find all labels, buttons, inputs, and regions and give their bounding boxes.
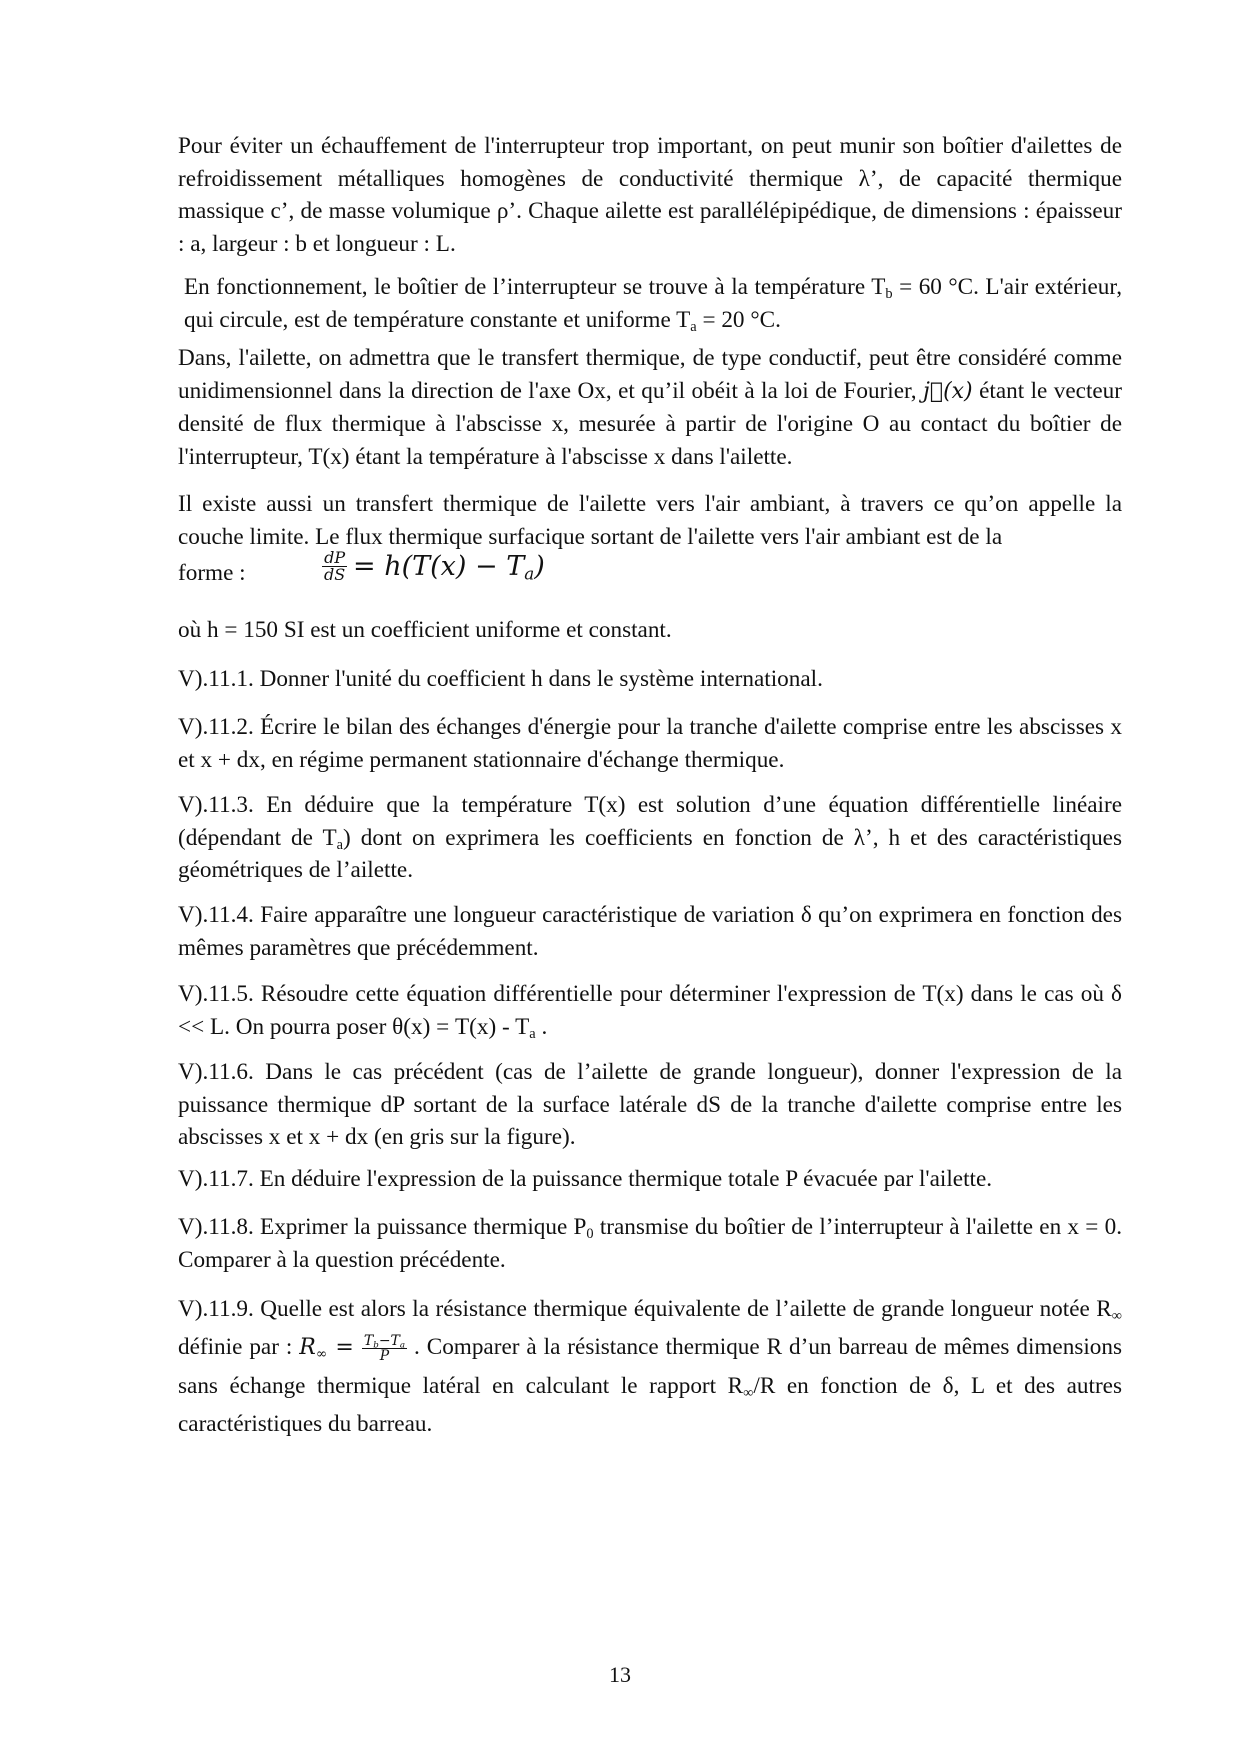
paragraph-boundary-layer: Il existe aussi un transfert thermique de l'ailette vers l'air ambiant, à travers ce qu’on appelle la couche limite. Le flux thermique surfacique sortant de l'ailette vers l'air ambiant est de la [178, 491, 1122, 550]
question-11-4: V).11.4. Faire apparaître une longueur caractéristique de variation δ qu’on exprimera en fonction des mêmes paramètres que précédemment. [178, 902, 1122, 961]
paragraph-coefficient: où h = 150 SI est un coefficient uniforme et constant. [178, 617, 672, 643]
page-number: 13 [609, 1662, 631, 1687]
question-11-9: V).11.9. Quelle est alors la résistance thermique équivalente de l’ailette de grande longueur notée $R_\infty$ définie par : $R_\infty$ = $\frac{T_b-T_a}{P}$ . Comparer à la résistance thermique R d’un barreau de mêmes dimensions sans échange thermique latéral en calculant le rapport $R_\infty/R$ en fonction de δ, L et des autres caractéristiques du barreau. [178, 1296, 1122, 1437]
question-11-2: V).11.2. Écrire le bilan des échanges d'énergie pour la tranche d'ailette comprise entre les abscisses x et x + dx, en régime permanent stationnaire d'échange thermique. [178, 714, 1122, 773]
question-11-8: V).11.8. Exprimer la puissance thermique $P_0$ transmise du boîtier de l’interrupteur à l'ailette en x = 0. Comparer à la question précédente. [178, 1214, 1122, 1273]
dp-ds-fraction: $\frac{dP}{dS}$ [324, 548, 346, 584]
paragraph-intro: Pour éviter un échauffement de l'interrupteur trop important, on peut munir son boîtier d'ailettes de refroidissement métalliques homogènes de conductivité thermique λ’, de capacité thermique massique c’, de masse volumique ρ’. Chaque ailette est parallélépipédique, de dimensions : épaisseur : a, largeur : b et longueur : L. [178, 133, 1122, 257]
forme-label: forme : [178, 560, 246, 586]
paragraph-fourier: Dans, l'ailette, on admettra que le transfert thermique, de type conductif, peut être considéré comme unidimensionnel dans la direction de l'axe Ox, et qu’il obéit à la loi de Fourier, j⃗(x) étant le vecteur densité de flux thermique à l'abscisse x, mesurée à partir de l'origine O au contact du boîtier de l'interrupteur, T(x) étant la température à l'abscisse x dans l'ailette. [178, 345, 1122, 470]
resistance-fraction: $\frac{T_b-T_a}{P}$ [363, 1333, 406, 1365]
question-11-7: V).11.7. En déduire l'expression de la puissance thermique totale P évacuée par l'ailette. [178, 1166, 993, 1192]
flux-rhs: = $h(T(x) - T_a)$ [353, 551, 545, 584]
flux-equation [178, 550, 1122, 598]
question-11-1: V).11.1. Donner l'unité du coefficient h dans le système international. [178, 666, 823, 692]
question-11-6: V).11.6. Dans le cas précédent (cas de l’ailette de grande longueur), donner l'expression de la puissance thermique dP sortant de la surface latérale dS de la tranche d'ailette comprise entre les abscisses x et x + dx (en gris sur la figure). [178, 1059, 1122, 1150]
flux-density-vector: j⃗(x) [923, 378, 973, 404]
question-11-3: V).11.3. En déduire que la température T(x) est solution d’une équation différentielle linéaire (dépendant de $T_a$) dont on exprimera les coefficients en fonction de λ’, h et des caractéristiques géométriques de l’ailette. [178, 792, 1122, 883]
paragraph-operating-conditions: En fonctionnement, le boîtier de l’interrupteur se trouve à la température $T_b = 60$ °C. L'air extérieur, qui circule, est de température constante et uniforme $T_a = 20$ °C. [184, 274, 1122, 335]
question-11-5: V).11.5. Résoudre cette équation différentielle pour déterminer l'expression de T(x) dans le cas où δ << L. On pourra poser $\theta(x) = T(x) - T_a$ . [178, 981, 1122, 1042]
r-infinity-symbol: $R_\infty$ = [299, 1335, 362, 1362]
